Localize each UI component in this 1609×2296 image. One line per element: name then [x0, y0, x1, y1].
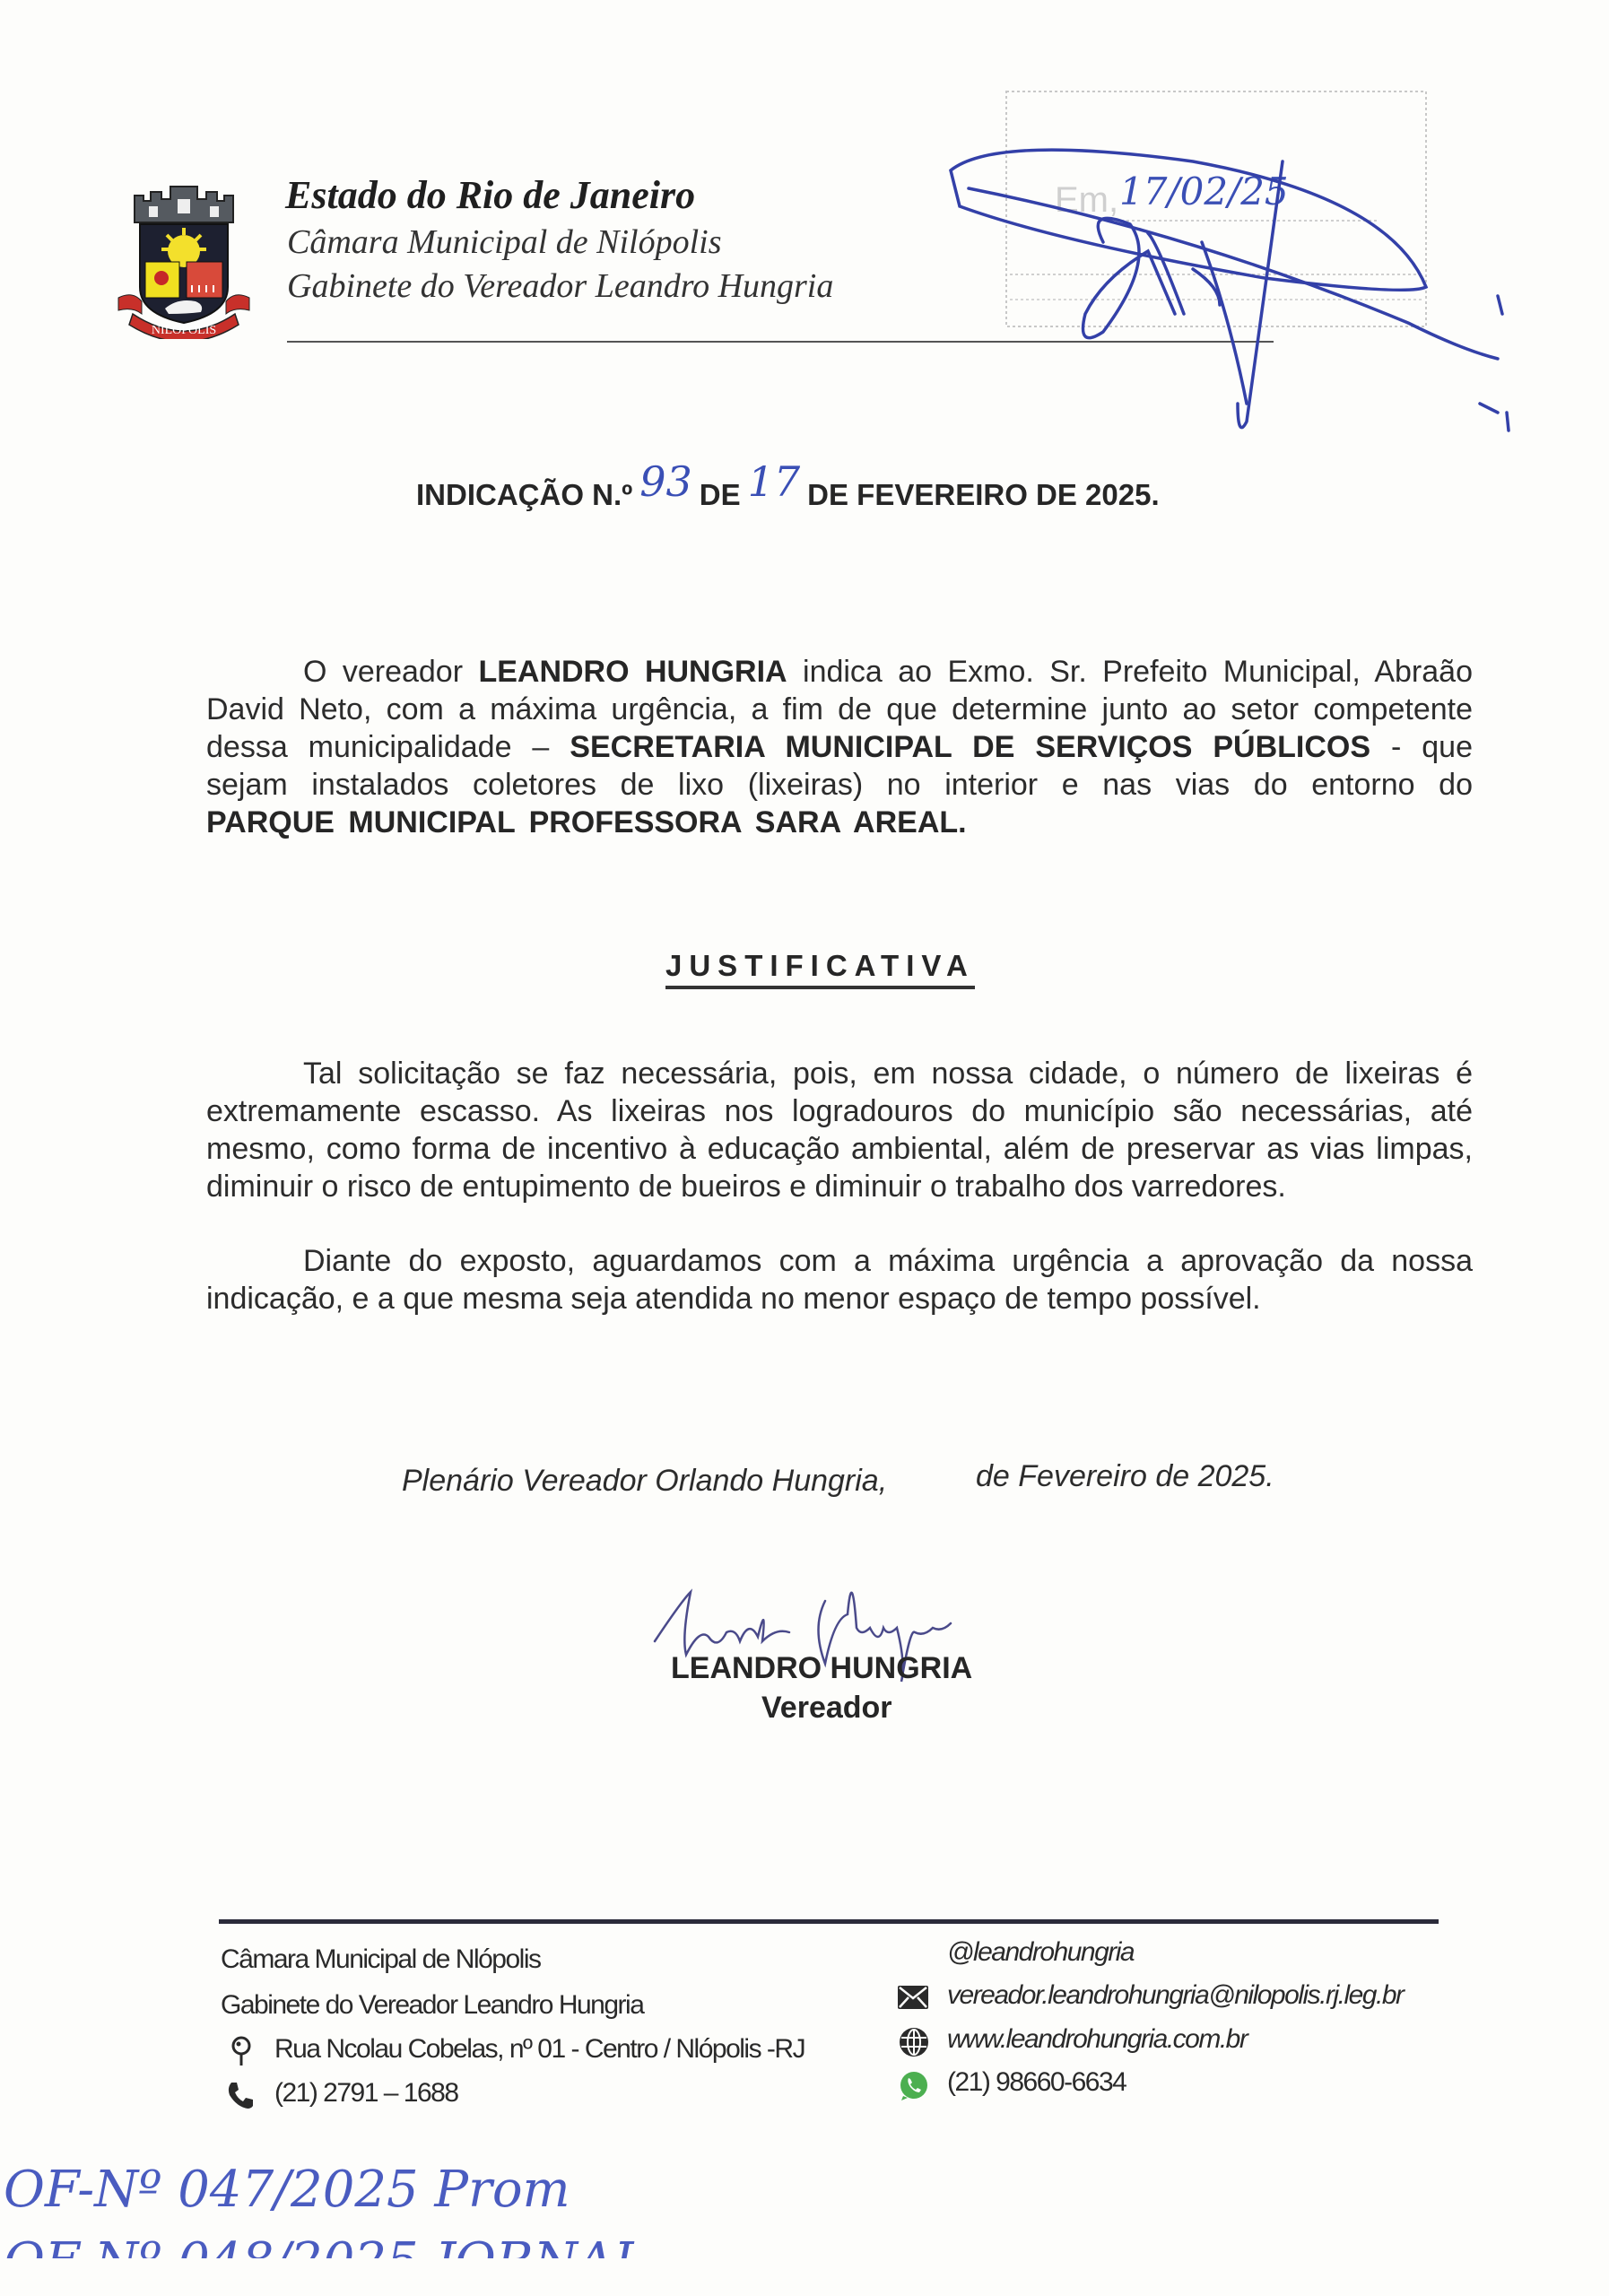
- coat-of-arms-icon: [115, 179, 253, 339]
- p3-text: Diante do exposto, aguardamos com a máxima urgência a aprovação da nossa indicação, e a que mesma seja atendida no menor espaço de tempo possível.: [206, 1244, 1473, 1316]
- footer-website[interactable]: www.leandrohungria.com.br: [947, 2024, 1248, 2054]
- whatsapp-icon: [900, 2071, 928, 2101]
- closing-date: de Fevereiro de 2025.: [976, 1459, 1274, 1493]
- justification-paragraph: [206, 1055, 1473, 1205]
- p1-bold-secretariat: SECRETARIA MUNICIPAL DE SERVIÇOS PÚBLICOS: [570, 730, 1371, 764]
- stamp-prefix: Em,: [1055, 180, 1119, 220]
- footer-gabinete: Gabinete do Vereador Leandro Hungria: [221, 1990, 644, 2020]
- crown: [135, 187, 233, 222]
- closing-place: Plenário Vereador Orlando Hungria,: [402, 1464, 888, 1498]
- conclusion-paragraph: [206, 1242, 1473, 1318]
- footer-camara: Câmara Municipal de Nlópolis: [221, 1944, 541, 1974]
- title-prefix: INDICAÇÃO N.º: [416, 478, 633, 511]
- globe-icon: [899, 2027, 929, 2057]
- p2-text: Tal solicitação se faz necessária, pois, em nossa cidade, o número de lixeiras é extremamente escasso. As lixeiras nos logradouros do município são necessárias, até mesmo, como forma de incentivo à educação ambiental, além de preservar as vias limpas, diminuir o risco de entupimento de bueiros e diminuir o trabalho dos varredores.: [206, 1057, 1473, 1204]
- p1-text-3: - que sejam instalados coletores de lixo (lixeiras) no interior e nas vias do entorno do: [206, 730, 1473, 802]
- footer-instagram[interactable]: @leandrohungria: [947, 1937, 1135, 1967]
- justificativa-heading: JUSTIFICATIVA: [665, 949, 975, 989]
- footer-address: Rua Ncolau Cobelas, nº 01 - Centro / Nlópolis -RJ: [274, 2034, 805, 2064]
- footer-email[interactable]: vereador.leandrohungria@nilopolis.rj.leg.br: [947, 1980, 1404, 2010]
- handwritten-office-note: [0, 2152, 682, 2287]
- email-icon: [897, 1985, 929, 2010]
- p1-text-2: indica ao Exmo. Sr. Prefeito Municipal, Abraão David Neto, com a máxima urgência, a fim de que determine junto ao setor competente dessa municipalidade –: [206, 655, 1473, 764]
- p1-text-1: O vereador: [303, 655, 479, 689]
- footer-whatsapp[interactable]: (21) 98660-6634: [947, 2067, 1126, 2097]
- day-handwritten: 17: [747, 457, 801, 506]
- protocol-signature: [924, 135, 1516, 439]
- handwritten-line-1: OF-Nº 047/2025 Prom: [4, 2161, 570, 2219]
- location-pin-icon: [230, 2036, 253, 2066]
- header-gabinete: Gabinete do Vereador Leandro Hungria: [287, 267, 834, 305]
- coat-label: NILÓPOLIS: [151, 324, 217, 337]
- footer-phone: (21) 2791 – 1688: [274, 2078, 458, 2108]
- title-suffix: DE FEVEREIRO DE 2025.: [807, 478, 1160, 511]
- p1-bold-councilor: LEANDRO HUNGRIA: [478, 655, 787, 689]
- indication-paragraph: [206, 653, 1473, 841]
- p1-bold-park: PARQUE MUNICIPAL PROFESSORA SARA AREAL.: [206, 805, 967, 839]
- header-camara: Câmara Municipal de Nilópolis: [287, 223, 722, 261]
- signature-leandro-hungria: [646, 1565, 1005, 1709]
- document-title: [416, 457, 1160, 515]
- signer-role: Vereador: [761, 1691, 892, 1725]
- stamp-handwritten-date: 17/02/25: [1119, 170, 1289, 213]
- indication-number-handwritten: 93: [639, 457, 692, 506]
- phone-icon: [226, 2081, 255, 2109]
- header-state: Estado do Rio de Janeiro: [285, 173, 696, 217]
- footer-divider: [219, 1919, 1439, 1924]
- title-de: DE: [699, 478, 741, 511]
- signer-name: LEANDRO HUNGRIA: [671, 1651, 973, 1685]
